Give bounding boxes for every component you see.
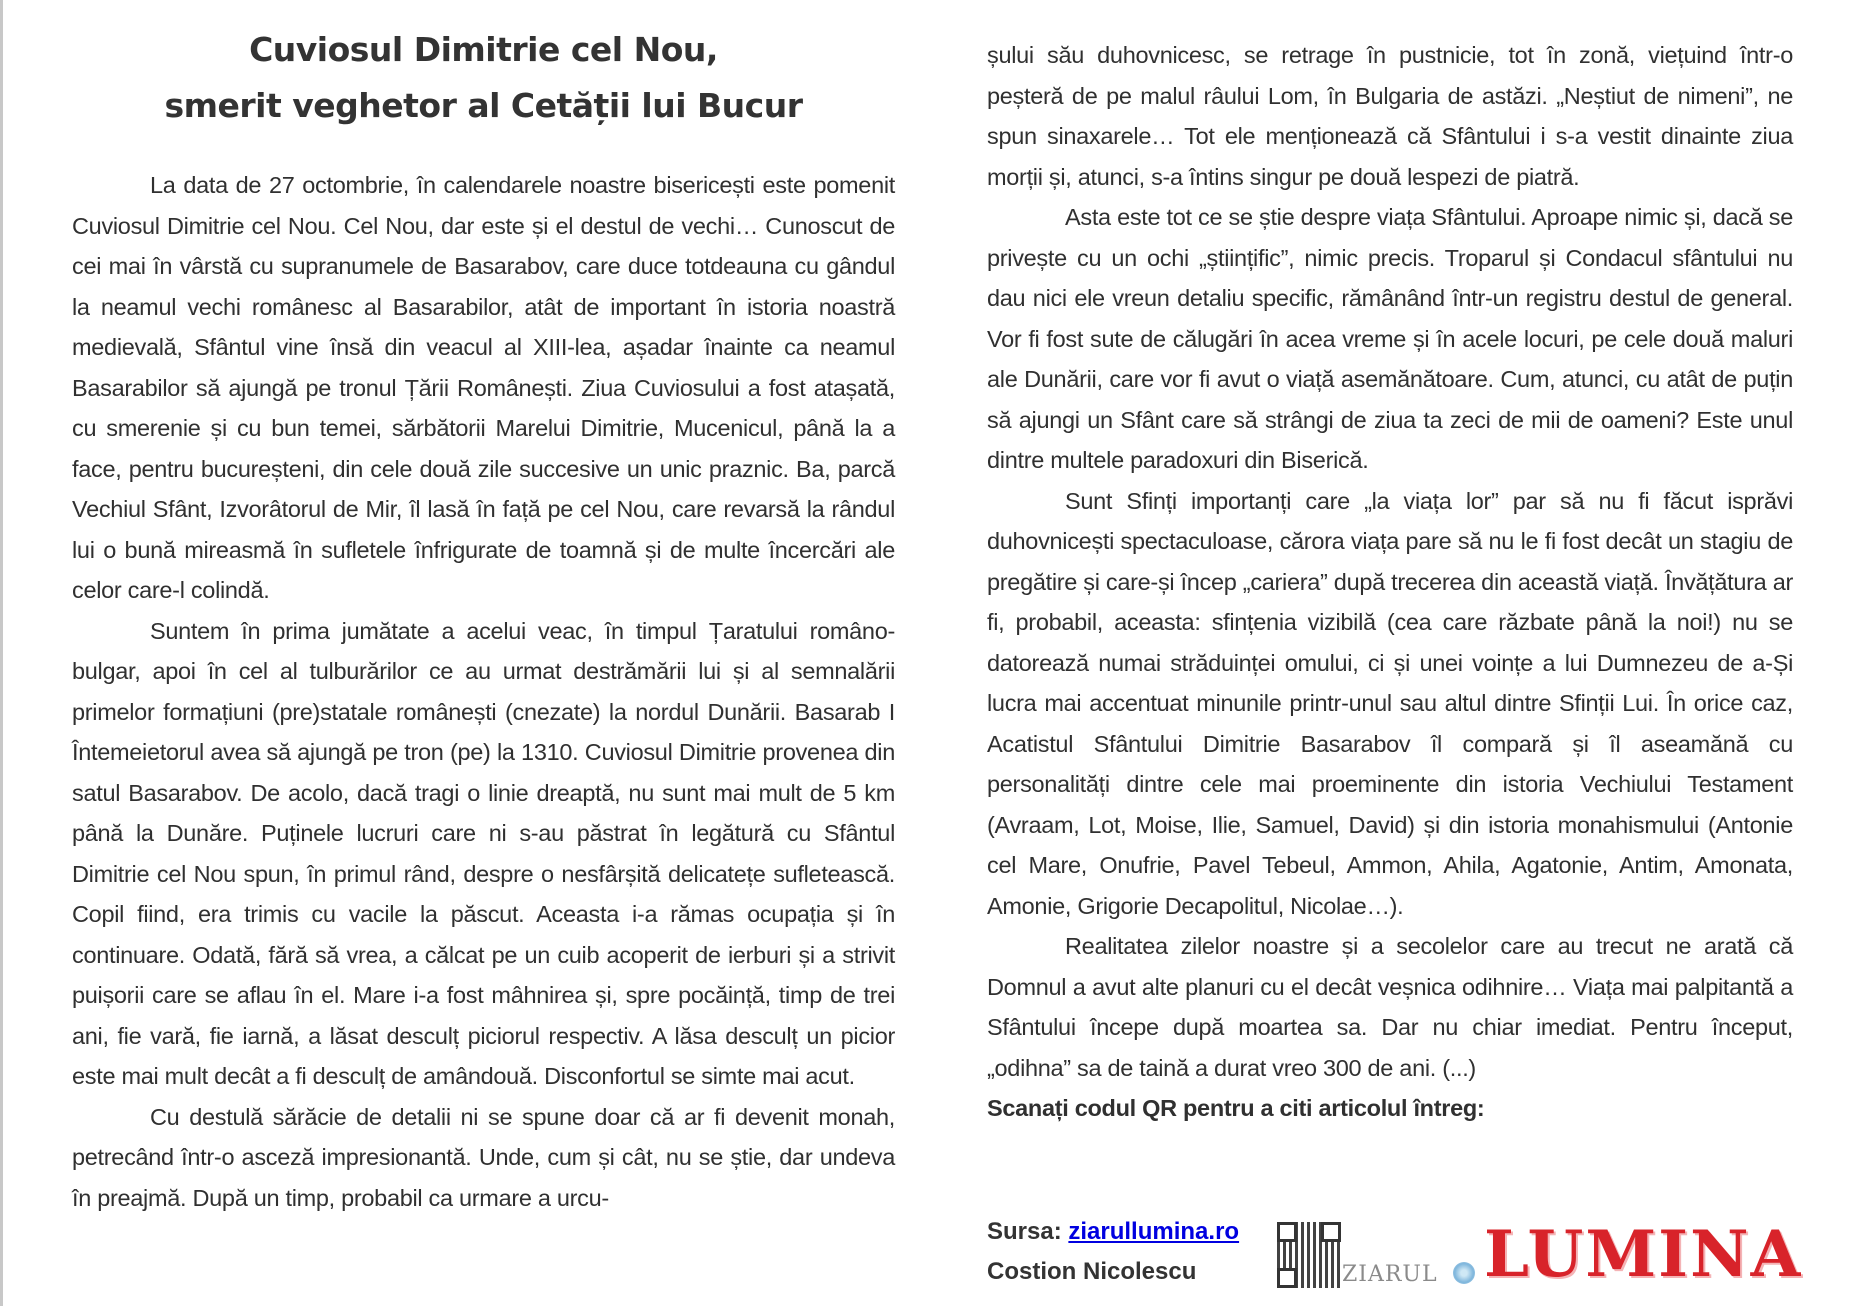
source-line (987, 1212, 1239, 1252)
paragraph: Cu destulă sărăcie de detalii ni se spune doar că ar fi devenit monah, petrecând într-o asceză impresionantă. Unde, cum și cât, nu se știe, dar undeva în preajmă. După un timp, probabil ca urmare a urcu- (72, 1103, 895, 1211)
logo-lumina-text: LUMINA (1484, 1217, 1803, 1292)
source-link[interactable]: ziarullumina.ro (1068, 1218, 1240, 1245)
paragraph: Realitatea zilelor noastre și a secolelor care au trecut ne arată că Domnul a avut alte planuri cu el decât veșnica odihnire… Viața mai palpitantă a Sfântului începe după moartea sa. Dar nu chiar imediat. Pentru început, „odihna” sa de taină a durat vreo 300 de ani. (...) (987, 933, 1793, 1081)
paragraph: La data de 27 octombrie, în calendarele noastre bisericești este pomenit Cuviosul Dimitrie cel Nou. Cel Nou, dar este și el destul de vechi… Cunoscut de cei mai în vârstă cu supranumele de Basarabov, care duce totdeauna cu gândul la neamul vechi românesc al Basarabilor, atât de important în istoria noastră medievală, Sfântul vine însă din veacul al XIII-lea, așadar înainte ca neamul Basarabilor să ajungă pe tronul Țării Românești. Ziua Cuviosului a fost atașată, cu smerenie și cu bun temei, sărbătorii Marelui Dimitrie, Mucenicul, până la a face, pentru bucureșteni, din cele două zile succesive un unic praznic. Ba, parcă Vechiul Sfânt, Izvorâtorul de Mir, îl lasă în față pe cel Nou, care revarsă la rândul lui o bună mireasmă în sufletele înfrigurate de toamnă și de multe încercări ale celor care-l colindă. (72, 172, 895, 603)
qr-prompt: Scanați codul QR pentru a citi articolul întreg: (987, 1095, 1485, 1121)
logo-ziarul-text: ZIARUL (1342, 1262, 1438, 1287)
author-name: Costion Nicolescu (987, 1258, 1197, 1285)
paragraph: Suntem în prima jumătate a acelui veac, în timpul Țaratului româno-bulgar, apoi în cel al tulburărilor ce au urmat destrămării lui și al semnalării primelor formațiuni (pre)statale românești (cnezate) la nordul Dunării. Basarab I Întemeietorul avea să ajungă pe tron (pe) la 1310. Cuviosul Dimitrie provenea din satul Basarabov. De acolo, dacă tragi o linie dreaptă, nu sunt mai mult de 5 km până la Dunăre. Puținele lucruri care ni s-au păstrat în legătură cu Sfântul Dimitrie cel Nou spun, în primul rând, despre o nesfârșită delicatețe sufletească. Copil fiind, era trimis cu vacile la păscut. Aceasta i-a rămas ocupația și în continuare. Odată, fără să vrea, a călcat pe un cuib acoperit de ierburi și a strivit puișorii care se aflau în el. Mare i-a fost mâhnirea și, spre pocăință, timp de trei ani, fie vară, fie iarnă, a lăsat desculț piciorul respectiv. A lăsa desculț un picior este mai mult decât a fi desculț de amândouă. Disconfortul se simte mai acut. (72, 617, 895, 1089)
paragraph: Sunt Sfinți importanți care „la viața lor” par să nu fi făcut isprăvi duhovnicești spectaculoase, cărora viața pare să nu le fi fost decât un stagiu de pregătire și care-și încep „cariera” după trecerea din această viață. Învățătura ar fi, probabil, aceasta: sfințenia vizibilă (cea care răzbate până la noi!) nu se datorează numai străduinței omului, ci și unei voințe a lui Dumnezeu de a-Și lucra mai accentuat minunile printr-unul sau altul dintre Sfinții Lui. În orice caz, Acatistul Sfântului Dimitrie Basarabov îl compară și îl aseamănă cu personalități dintre cele mai proeminente din istoria Vechiului Testament (Avraam, Lot, Moise, Ilie, Samuel, David) și din istoria monahismului (Antonie cel Mare, Onufrie, Pavel Tebeul, Ammon, Ahila, Agatonie, Antim, Amonata, Amonie, Grigorie Decapolitul, Nicolae…). (987, 487, 1793, 919)
title-line-1: Cuviosul Dimitrie cel Nou, (249, 30, 718, 69)
paragraph: Asta este tot ce se știe despre viața Sfântului. Aproape nimic și, dacă se privește cu un ochi „științific”, nimic precis. Troparul și Condacul sfântului nu dau nici ele vreun detaliu specific, rămânând într-un registru destul de general. Vor fi fost sute de călugări în acea vreme și în acele locuri, pe cele două maluri ale Dunării, care vor fi avut o viață asemănătoare. Cum, atunci, cu atât de puțin să ajungi un Sfânt care să strângi de ziua ta zeci de mii de oameni? Este unul dintre multele paradoxuri din Biserică. (987, 204, 1793, 473)
qr-code-icon[interactable] (1277, 1222, 1341, 1288)
right-column (987, 35, 1793, 1129)
paragraph-continuation: șului său duhovnicesc, se retrage în pustnicie, tot în zonă, viețuind într-o peșteră de pe malul râului Lom, în Bulgaria de astăzi. „Neștiut de nimeni”, ne spun sinaxarele… Tot ele menționează că Sfântului i s-a vestit dinainte ziua morții și, atunci, s-a întins singur pe două lespezi de piatră. (987, 42, 1793, 190)
title-line-2: smerit veghetor al Cetății lui Bucur (164, 86, 803, 125)
logo-emblem-icon (1453, 1262, 1475, 1284)
page-edge-border (0, 0, 3, 1306)
left-column (72, 165, 895, 1218)
source-label: Sursa: (987, 1218, 1062, 1245)
article-title (72, 22, 895, 134)
article-footer (987, 1212, 1239, 1292)
